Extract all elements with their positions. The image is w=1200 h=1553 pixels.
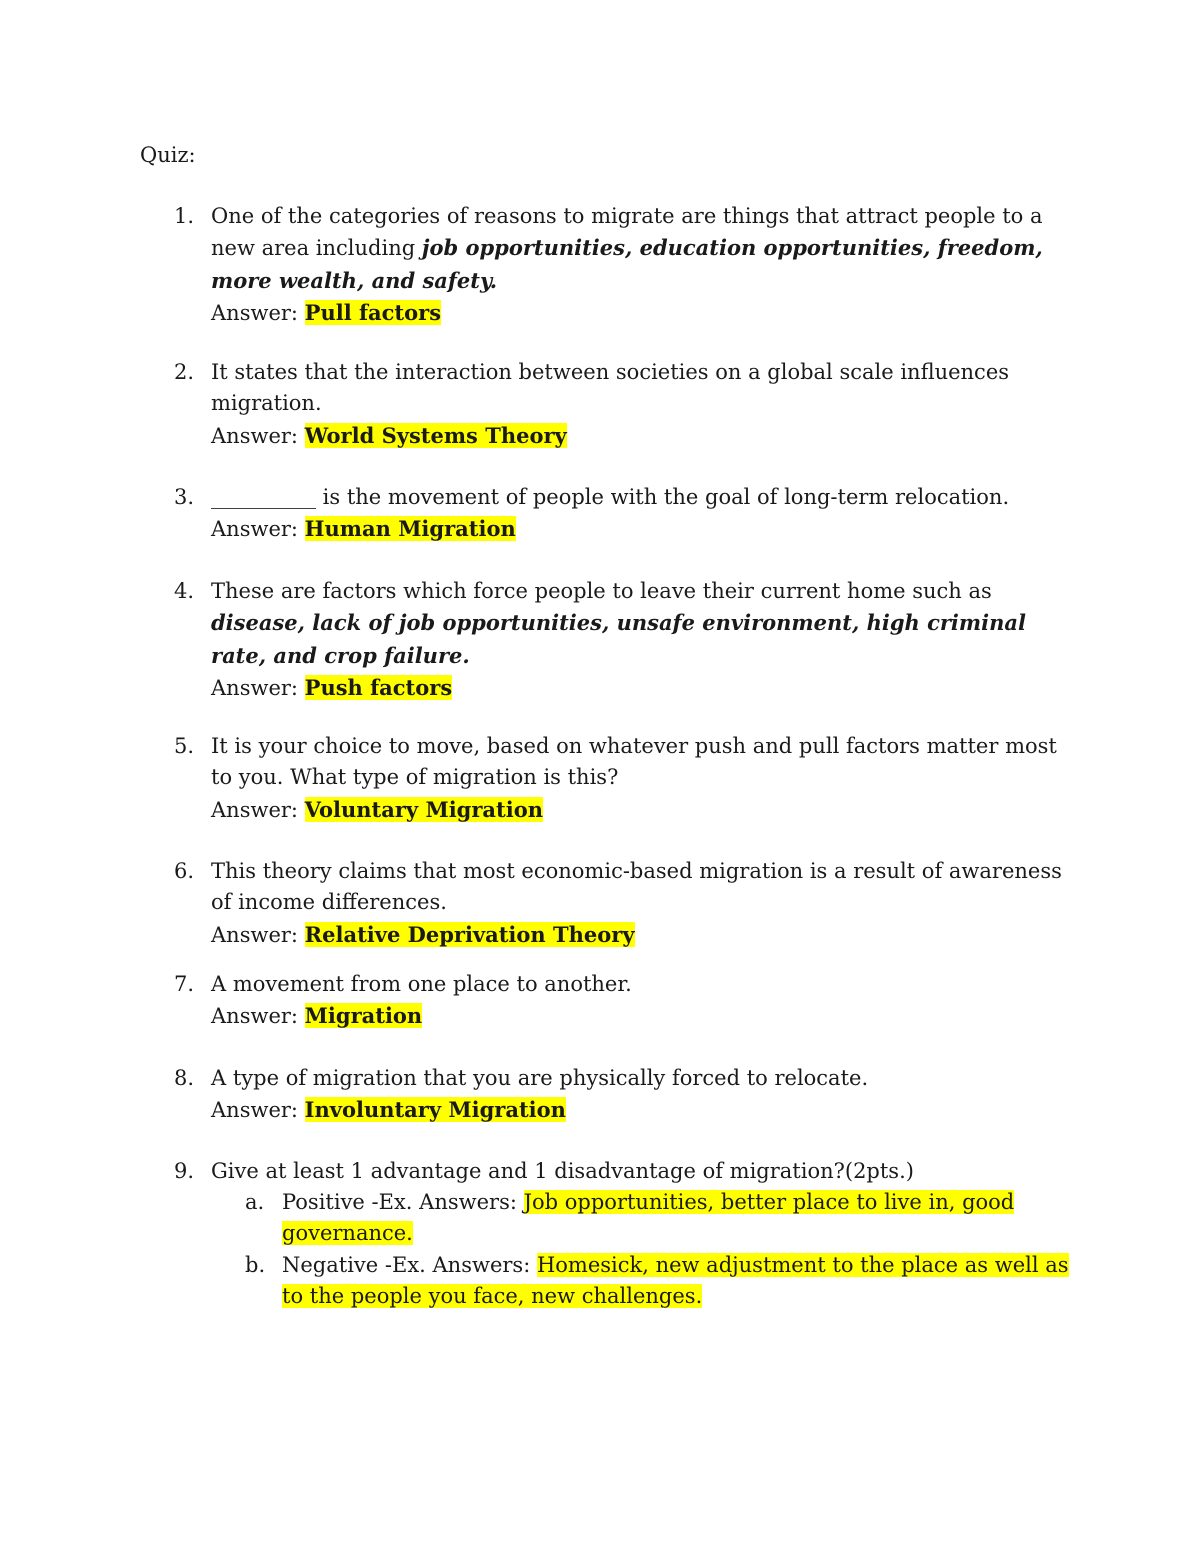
answer-label: Answer:	[211, 675, 298, 700]
answer-label: Answer:	[211, 517, 298, 542]
question-text: This theory claims that most economic-based migration is a result of awareness of income differences.	[211, 859, 1062, 915]
question-emphasis: disease, lack of job opportunities, unsafe environment, high criminal rate, and crop failure.	[211, 610, 1026, 668]
question-text: A movement from one place to another.	[211, 972, 632, 996]
question-number: 2.	[174, 360, 195, 384]
answer-label: Answer:	[211, 922, 298, 947]
question-5	[174, 731, 1081, 826]
answer-label: Answer:	[211, 1098, 298, 1123]
question-number: 7.	[174, 972, 195, 996]
sub-answer-text: Homesick, new adjustment to the place as well as to the people you face, new challenges.	[282, 1253, 1069, 1309]
answer-value: Pull factors	[304, 299, 442, 325]
answer-value: Relative Deprivation Theory	[304, 921, 635, 947]
answer-value: Migration	[304, 1003, 423, 1029]
question-6	[174, 856, 1081, 951]
sub-label: Negative -Ex. Answers:	[282, 1253, 537, 1277]
question-7	[174, 969, 1081, 1033]
question-number: 5.	[174, 734, 195, 758]
question-8	[174, 1063, 1081, 1127]
blank-line: __________	[211, 485, 316, 509]
question-number: 9.	[174, 1159, 195, 1183]
question-2	[174, 357, 1081, 452]
sub-label: Positive -Ex. Answers:	[282, 1190, 524, 1214]
question-3	[174, 482, 1081, 546]
sub-answer-a	[245, 1187, 1082, 1250]
answer-value: Push factors	[304, 674, 453, 700]
question-text: These are factors which force people to leave their current home such as	[211, 579, 992, 603]
question-text: It states that the interaction between societies on a global scale influences migration.	[211, 360, 1010, 416]
question-text: It is your choice to move, based on whatever push and pull factors matter most to you. What type of migration is this?	[211, 734, 1057, 790]
answer-value: Voluntary Migration	[304, 796, 543, 822]
question-1	[174, 201, 1081, 329]
question-text: is the movement of people with the goal of long-term relocation.	[316, 485, 1010, 509]
answer-label: Answer:	[211, 300, 298, 325]
question-emphasis: job opportunities, education opportunities, freedom, more wealth, and safety.	[211, 235, 1043, 293]
question-9	[174, 1156, 1081, 1187]
question-number: 3.	[174, 485, 195, 509]
answer-value: World Systems Theory	[304, 422, 567, 448]
quiz-title: Quiz:	[140, 143, 196, 167]
question-text: One of the categories of reasons to migrate are things that attract people to a new area including	[211, 204, 1043, 261]
question-text: Give at least 1 advantage and 1 disadvantage of migration?(2pts.)	[211, 1159, 914, 1183]
question-text: A type of migration that you are physically forced to relocate.	[211, 1066, 869, 1090]
answer-label: Answer:	[211, 1004, 298, 1029]
answer-label: Answer:	[211, 423, 298, 448]
question-number: 6.	[174, 859, 195, 883]
answer-value: Involuntary Migration	[304, 1097, 566, 1123]
question-number: 4.	[174, 579, 195, 603]
answer-value: Human Migration	[304, 516, 516, 542]
sub-answer-b	[245, 1250, 1082, 1313]
question-number: 8.	[174, 1066, 195, 1090]
answer-label: Answer:	[211, 797, 298, 822]
sub-letter: b.	[245, 1253, 266, 1277]
sub-letter: a.	[245, 1190, 265, 1214]
sub-answer-text: Job opportunities, better place to live in, good governance.	[282, 1190, 1015, 1246]
question-number: 1.	[174, 204, 195, 228]
question-4	[174, 576, 1081, 704]
